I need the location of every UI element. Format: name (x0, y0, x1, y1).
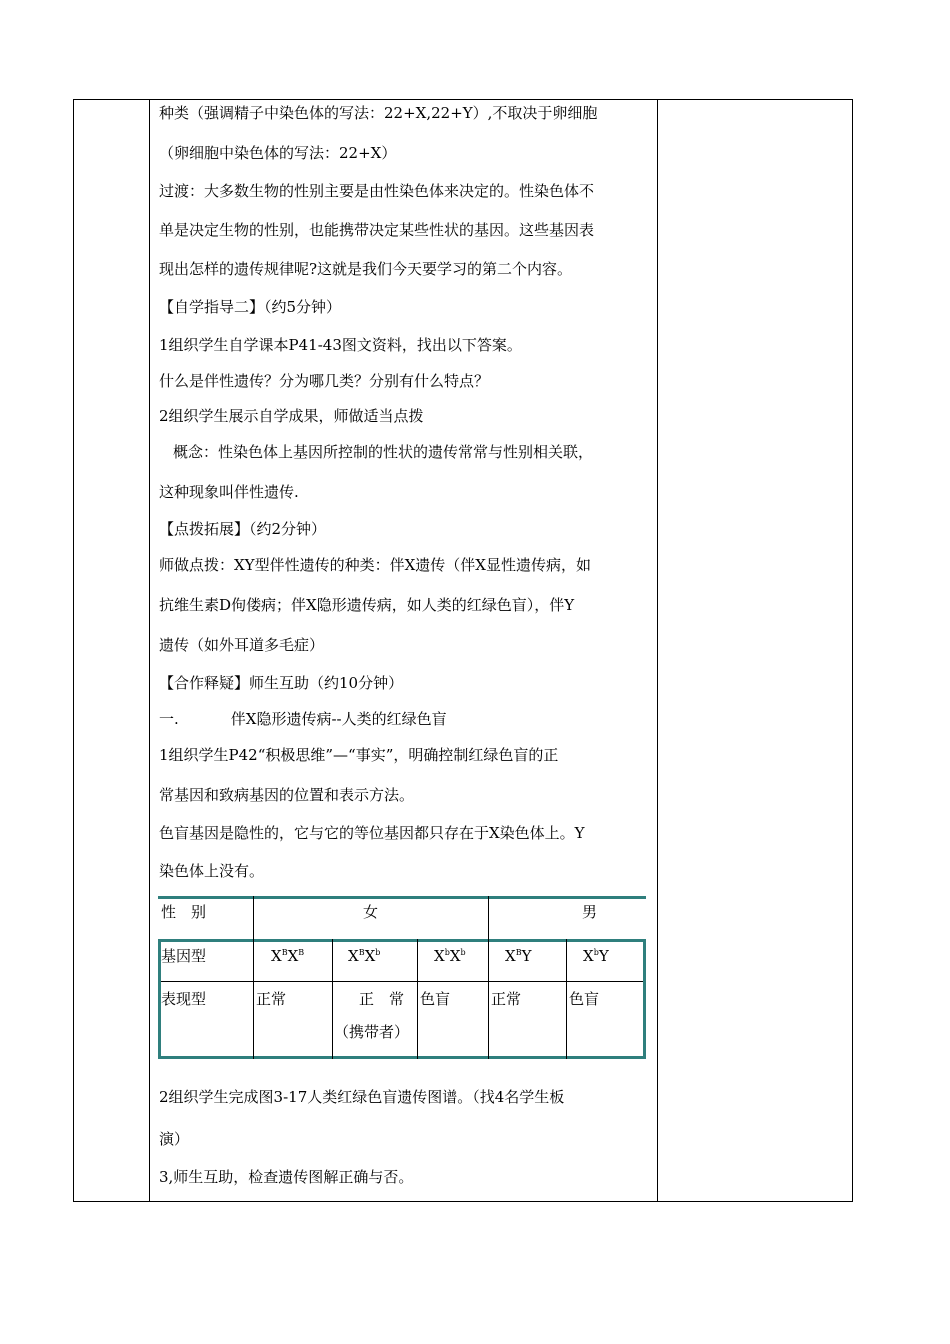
color-blindness-genotype-table (158, 896, 646, 1059)
header-female: 女 (363, 903, 379, 921)
column-divider-right (657, 100, 658, 1201)
text-line: 染色体上没有。 (159, 862, 265, 880)
table-col-divider (566, 939, 567, 1059)
text-line: 现出怎样的遗传规律呢?这就是我们今天要学习的第二个内容。 (159, 260, 573, 278)
text-line: 师做点拨：XY型伴性遗传的种类：伴X遗传（伴X显性遗传病，如 (159, 556, 591, 574)
header-male: 男 (582, 903, 598, 921)
table-col-divider (332, 939, 333, 1059)
phenotype-cell: 正 常 (359, 990, 405, 1008)
text-line: 遗传（如外耳道多毛症） (159, 636, 325, 654)
header-sex-label: 性 别 (161, 903, 207, 921)
text-line: 3,师生互助，检查遗传图解正确与否。 (159, 1168, 414, 1186)
carrier-note: （携带者） (334, 1023, 410, 1041)
table-rule (158, 939, 646, 942)
phenotype-cell: 色盲 (569, 990, 600, 1008)
list-marker: 一. (159, 710, 179, 728)
section-heading: 【自学指导二】（约5分钟） (159, 298, 342, 316)
text-line: 过渡：大多数生物的性别主要是由性染色体来决定的。性染色体不 (159, 182, 595, 200)
text-line: 演） (159, 1130, 190, 1148)
table-rule (158, 981, 646, 982)
genotype-cell: $X^BX^B$ (271, 947, 305, 965)
phenotype-cell: 正常 (256, 990, 287, 1008)
text-line: 这种现象叫伴性遗传. (159, 483, 299, 501)
genotype-cell: $X^bY$ (583, 947, 609, 965)
genotype-cell: $X^bX^b$ (434, 947, 466, 965)
text-line: 什么是伴性遗传？分为哪几类？分别有什么特点？ (159, 372, 490, 390)
text-line: 常基因和致病基因的位置和表示方法。 (159, 786, 415, 804)
text-line: 2组织学生完成图3-17人类红绿色盲遗传图谱。（找4名学生板 (159, 1088, 565, 1106)
text-line: 2组织学生展示自学成果，师做适当点拨 (159, 407, 424, 425)
section-heading: 【点拨拓展】（约2分钟） (159, 520, 327, 538)
text-line: 种类（强调精子中染色体的写法：22+X,22+Y）,不取决于卵细胞 (159, 104, 598, 122)
subheading: 伴X隐形遗传病--人类的红绿色盲 (230, 710, 447, 728)
text-line: 色盲基因是隐性的，它与它的等位基因都只存在于X染色体上。Y (159, 824, 585, 842)
phenotype-cell: 色盲 (420, 990, 451, 1008)
genotype-cell: $X^BX^b$ (348, 947, 381, 965)
phenotype-cell: 正常 (491, 990, 522, 1008)
text-line: 1组织学生自学课本P41-43图文资料，找出以下答案。 (159, 336, 522, 354)
table-rule-bottom (158, 1056, 646, 1059)
phenotype-label: 表现型 (161, 990, 207, 1008)
table-col-divider (253, 896, 254, 1059)
table-rule-top (158, 896, 646, 899)
text-line: 单是决定生物的性别，也能携带决定某些性状的基因。这些基因表 (159, 221, 595, 239)
table-col-divider (417, 939, 418, 1059)
text-line (159, 709, 447, 729)
genotype-label: 基因型 (161, 947, 207, 965)
table-col-divider (488, 896, 489, 1059)
section-heading: 【合作释疑】师生互助（约10分钟） (159, 674, 404, 692)
text-line: （卵细胞中染色体的写法：22+X） (159, 144, 397, 162)
genotype-cell: $X^BY$ (505, 947, 532, 965)
table-border-right (643, 939, 646, 1059)
column-divider-left (149, 100, 150, 1201)
text-line: 概念：性染色体上基因所控制的性状的遗传常常与性别相关联， (173, 443, 594, 461)
text-line: 1组织学生P42“积极思维”—“事实”，明确控制红绿色盲的正 (159, 746, 559, 764)
text-line: 抗维生素D佝偻病；伴X隐形遗传病，如人类的红绿色盲），伴Y (159, 596, 575, 614)
